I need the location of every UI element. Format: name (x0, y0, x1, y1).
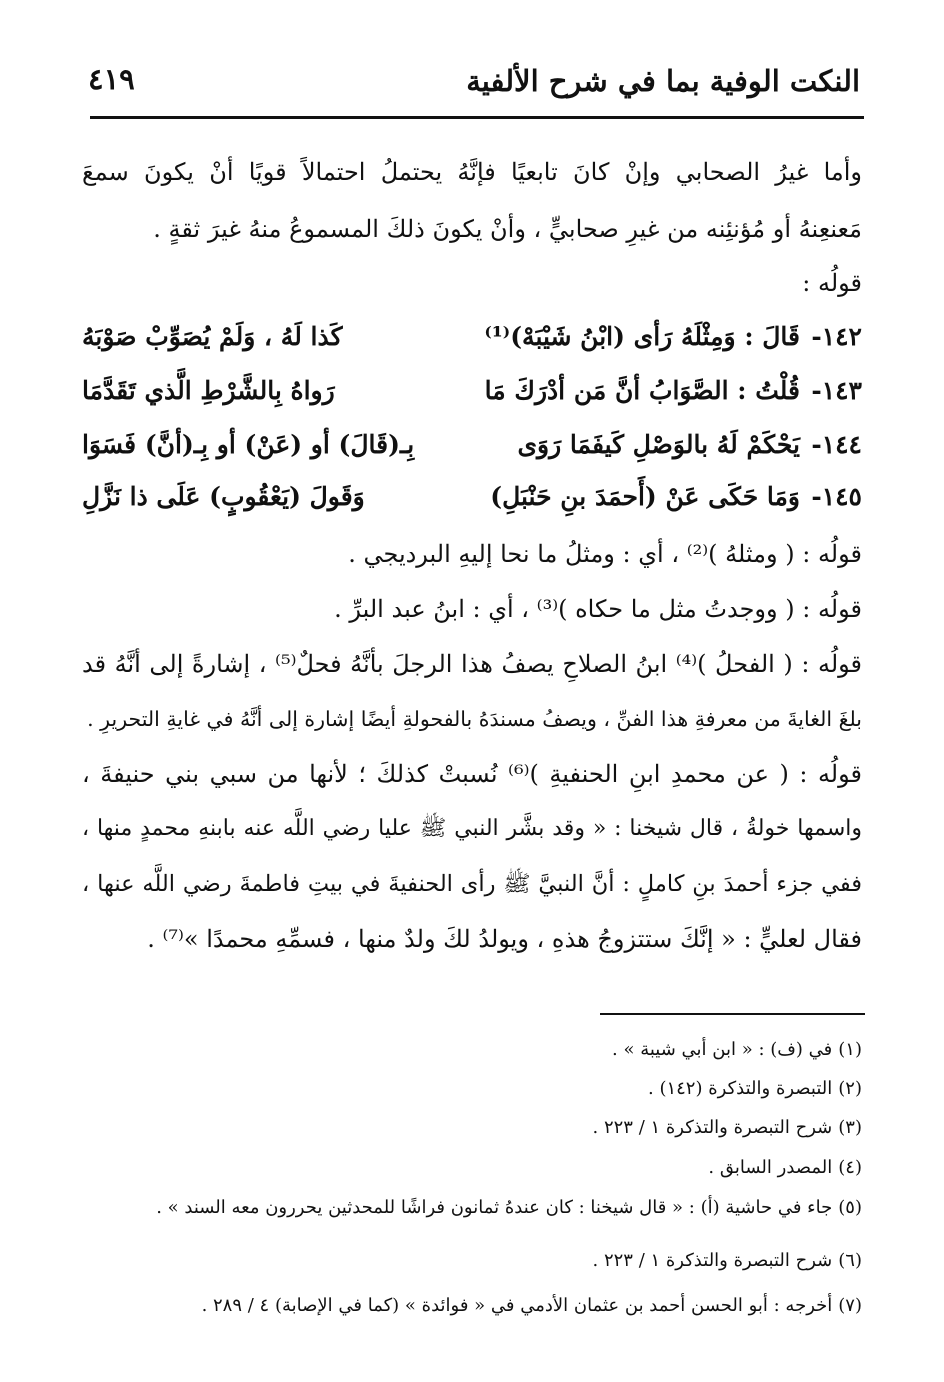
verse-142 (82, 322, 862, 362)
body-line: وأما غيرُ الصحابي وإنْ كانَ تابعيًا فإنَّهُ يحتملُ احتمالاً قويًا أنْ يكونَ سمعَ (82, 158, 862, 186)
commentary-line: واسمها خولةُ ، قال شيخنا : « وقد بشَّر النبي ﷺ عليا رضي اللَّه عنه بابنهِ محمدٍ منها ، (82, 816, 862, 841)
footnote-text: في (ف) : « ابن أبي شيبة » . (612, 1039, 833, 1060)
verse-number: ١٤٣- (811, 376, 862, 405)
commentary-line: قولُه : ( ومثلهُ )⁽²⁾ ، أي : ومثلُ ما نحا إليهِ البرديجي . (348, 540, 862, 568)
footnote-marker: (١) (838, 1039, 862, 1060)
verse-number: ١٤٥- (811, 482, 862, 511)
footnote-marker: (٦) (838, 1250, 862, 1271)
verse-144 (82, 430, 862, 470)
verse-second-hemistich: بِـ(قَالَ) أو (عَنْ) أو بِـ(أنَّ) فَسَوَا (82, 430, 415, 459)
footnote (82, 1076, 862, 1102)
verse-first-hemistich: قَالَ : وَمِثْلَهُ رَأى (ابْنُ شَيْبَهْ)⁽¹⁾ (484, 322, 800, 351)
footnote-marker: (٢) (838, 1078, 862, 1099)
verse-143 (82, 376, 862, 416)
verse-second-hemistich: كَذا لَهُ ، وَلَمْ يُصَوِّبْ صَوْبَهُ (82, 322, 343, 351)
footnote-text: التبصرة والتذكرة (١٤٢) . (648, 1078, 833, 1099)
footnote-rule (600, 1013, 865, 1015)
commentary-line: قولُه : ( عن محمدِ ابنِ الحنفيةِ )⁽⁶⁾ نُسبتْ كذلكَ ؛ لأنها من سبي بني حنيفةَ ، (82, 760, 862, 788)
verse-first-hemistich: وَمَا حَكَى عَنْ (أَحمَدَ بنِ حَنْبَلِ) (490, 482, 800, 511)
footnote (82, 1037, 862, 1063)
footnote (82, 1195, 862, 1221)
footnote (82, 1293, 862, 1319)
footnote-marker: (٤) (838, 1157, 862, 1178)
running-title: النكت الوفية بما في شرح الألفية (466, 64, 860, 98)
commentary-line: بلغَ الغايةَ من معرفةِ هذا الفنِّ ، ويصفُ مسندَهُ بالفحولةِ أيضًا إشارة إلى أنَّهُ في غايةِ التحريرِ . (87, 707, 862, 731)
footnote-text: المصدر السابق . (708, 1157, 833, 1178)
verse-second-hemistich: رَواهُ بِالشَّرْطِ الَّذي تَقَدَّمَا (82, 376, 335, 405)
commentary-line: قولُه : ( ووجدتُ مثل ما حكاه )⁽³⁾ ، أي : ابنُ عبد البرِّ . (334, 595, 862, 623)
commentary-line: ففي جزء أحمدَ بنِ كاملٍ : أنَّ النبيَّ ﷺ رأى الحنفيةَ في بيتِ فاطمةَ رضي اللَّه عنها ، (82, 871, 862, 897)
verse-number: ١٤٤- (811, 430, 862, 459)
verse-number: ١٤٢- (811, 322, 862, 351)
footnote-marker: (٣) (838, 1117, 862, 1138)
footnote (82, 1115, 862, 1141)
verse-second-hemistich: وَقَولَ (يَعْقُوبٍ) عَلَى ذا نَزَّلِ (82, 482, 365, 511)
verse-first-hemistich: قُلْتُ : الصَّوَابُ أنَّ مَن أدْرَكَ مَا (484, 376, 800, 405)
footnote-marker: (٧) (838, 1295, 862, 1316)
footnote-marker: (٥) (838, 1197, 862, 1218)
footnote (82, 1248, 862, 1274)
body-line: مَعنعِنهُ أو مُؤنئِنه من غيرِ صحابيٍّ ، وأنْ يكونَ ذلكَ المسموعُ منهُ غيرَ ثقةٍ . (153, 215, 862, 243)
footnote-text: أخرجه : أبو الحسن أحمد بن عثمان الأدمي في « فوائدة » (كما في الإصابة) ٤ / ٢٨٩ . (201, 1295, 833, 1316)
commentary-line: قولُه : ( الفحلُ )⁽⁴⁾ ابنُ الصلاحِ يصفُ هذا الرجلَ بأنَّهُ فحلٌ⁽⁵⁾ ، إشارةً إلى أنَّهُ قد (82, 650, 863, 678)
verse-145 (82, 482, 862, 522)
page-number: ٤١٩ (88, 62, 135, 96)
footnote-text: جاء في حاشية (أ) : « قال شيخنا : كان عندهُ ثمانون فراشًا للمحدثين يحررون معه السند » . (156, 1197, 833, 1218)
qawluh-label: قولُه : (802, 269, 862, 297)
footnote-text: شرح التبصرة والتذكرة ١ / ٢٢٣ . (592, 1250, 833, 1271)
footnote (82, 1155, 862, 1181)
header-rule (90, 116, 864, 119)
commentary-line: فقال لعليٍّ : « إنَّكَ ستتزوجُ هذهِ ، ويولدُ لكَ ولدٌ منها ، فسمِّهِ محمدًا »⁽⁷⁾ . (147, 925, 862, 953)
verse-first-hemistich: يَحْكَمْ لَهُ بالوَصْلِ كَيفَمَا رَوَى (517, 430, 800, 459)
footnote-text: شرح التبصرة والتذكرة ١ / ٢٢٣ . (592, 1117, 833, 1138)
